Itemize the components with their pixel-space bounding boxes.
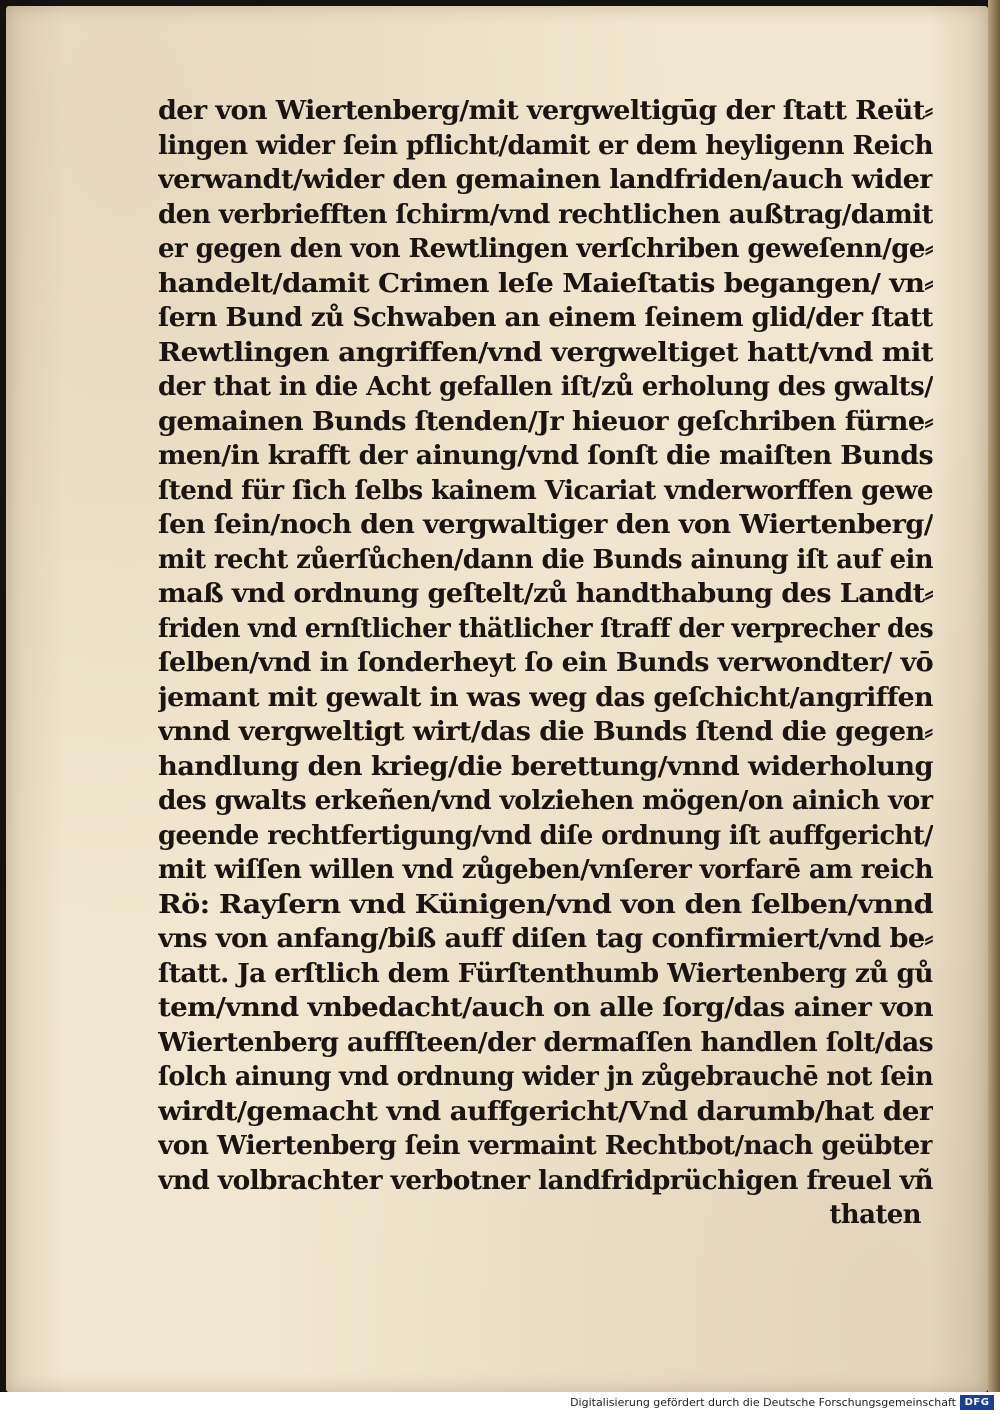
text-line: Rö: Rayſern vnd Künigen/vnd von den ſelben/vnnd xyxy=(158,889,933,920)
text-line: lingen wider ſein pflicht/damit er dem heyligenn Reich xyxy=(158,130,933,161)
text-line: verwandt/wider den gemainen landfriden/auch wider xyxy=(158,165,933,195)
text-line: von Wiertenberg ſein vermaint Rechtbot/nach geübter xyxy=(158,1131,933,1161)
text-line: ſelben/vnd in ſonderheyt ſo ein Bunds verwondter/ vō xyxy=(158,648,933,678)
text-line: vnd volbrachter verbotner landfridprüchigen freuel vñ xyxy=(158,1165,933,1196)
text-line: gemainen Bunds ſtenden/Jr hieuor geſchriben fürne⸗ xyxy=(158,406,933,437)
text-line: ſtend für ſich ſelbs kainem Vicariat vnderworffen gewe xyxy=(158,475,933,506)
text-line: thaten xyxy=(829,1200,921,1230)
text-line: Rewtlingen angriffen/vnd vergweltiget hatt/vnd mit xyxy=(158,337,933,368)
dfg-logo: DFG xyxy=(960,1395,994,1410)
text-line: mit wiſſen willen vnd zůgeben/vnſerer vorfarē am reich xyxy=(158,855,933,885)
page-text-block xyxy=(158,94,933,1233)
text-line: vns von anfang/biß auff diſen tag confirmiert/vnd be⸗ xyxy=(158,924,933,954)
text-line: tem/vnnd vnbedacht/auch on alle ſorg/das ainer von xyxy=(158,993,933,1023)
text-line: wirdt/gemacht vnd auffgericht/Vnd darumb/hat der xyxy=(158,1096,933,1127)
text-line: handelt/damit Crimen leſe Maieſtatis begangen/ vn⸗ xyxy=(158,268,933,299)
text-line: mit recht zůerſůchen/dann die Bunds ainung iſt auf ein xyxy=(158,544,933,575)
text-line: den verbriefften ſchirm/vnd rechtlichen außtrag/damit xyxy=(158,199,933,230)
text-line: handlung den krieg/die berettung/vnnd widerholung xyxy=(158,751,933,782)
text-line: ſtatt. Ja erſtlich dem Fürſtenthumb Wiertenberg zů gů xyxy=(158,958,933,989)
footer-credit: Digitalisierung gefördert durch die Deutsche Forschungsgemeinschaft xyxy=(570,1396,956,1409)
text-line: der von Wiertenberg/mit vergweltigūg der ſtatt Reüt⸗ xyxy=(158,96,933,126)
text-line: vnnd vergweltigt wirt/das die Bunds ſtend die gegen⸗ xyxy=(158,717,933,747)
page-edge xyxy=(988,0,1000,1392)
text-line: men/in krafft der ainung/vnd ſonſt die maiſten Bunds xyxy=(158,441,933,471)
text-line: ſolch ainung vnd ordnung wider jn zůgebrauchē not ſein xyxy=(158,1062,933,1092)
text-line: der that in die Acht gefallen iſt/zů erholung des gwalts/ xyxy=(158,372,933,402)
text-line: friden vnd ernſtlicher thätlicher ſtraff der verprecher des xyxy=(158,613,933,644)
text-line: ſen ſein/noch den vergwaltiger den von Wiertenberg/ xyxy=(158,510,933,540)
text-line: maß vnd ordnung geſtelt/zů handthabung des Landt⸗ xyxy=(158,579,933,609)
footer-bar xyxy=(0,1392,1000,1414)
text-line: geende rechtfertigung/vnd diſe ordnung iſt auffgericht/ xyxy=(158,820,933,851)
text-line: Wiertenberg auffſteen/der dermaſſen handlen ſolt/das xyxy=(158,1027,933,1058)
text-line: jemant mit gewalt in was weg das geſchicht/angriffen xyxy=(158,682,933,713)
book-page xyxy=(6,6,988,1392)
text-line: des gwalts erkeñen/vnd volziehen mögen/on ainich vor xyxy=(158,786,933,816)
text-line: er gegen den von Rewtlingen verſchriben geweſenn/ge⸗ xyxy=(158,234,933,264)
text-line: ſern Bund zů Schwaben an einem ſeinem glid/der ſtatt xyxy=(158,303,933,333)
